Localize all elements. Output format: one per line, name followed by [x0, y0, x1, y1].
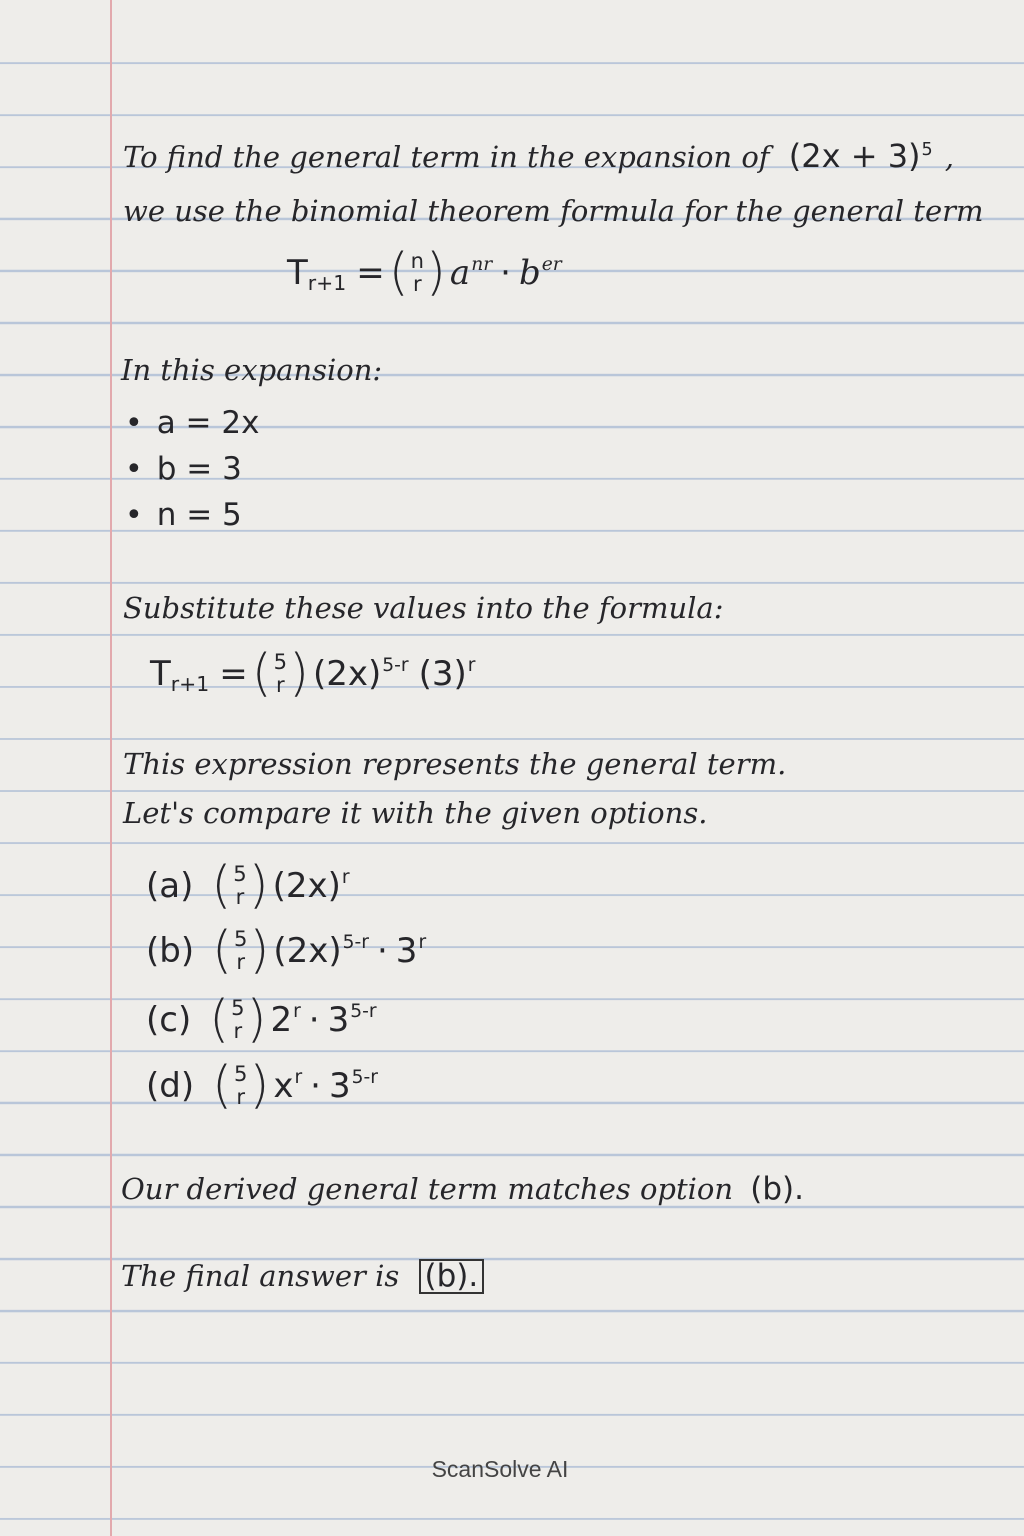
sub-formula-equals: = [219, 653, 248, 694]
final-answer-text: The final answer is [121, 1259, 400, 1293]
option-binom-bottom: r [235, 883, 245, 909]
option-label: (d) [146, 1065, 195, 1106]
intro-expression [789, 137, 933, 175]
formula-a-exponent: nr [471, 254, 493, 276]
option-label: (b) [146, 930, 195, 971]
sub-binom-bottom: r [276, 671, 285, 697]
formula-a: a [449, 252, 471, 293]
option-term-1-exponent: r [341, 867, 350, 889]
formula-T-subscript: r+1 [307, 270, 347, 295]
formula-T: T [287, 252, 308, 293]
option-binom-top: 5 [231, 995, 245, 1021]
option-label: (a) [146, 865, 194, 906]
expansion-item-n: • n = 5 [125, 497, 242, 533]
option-term-2 [327, 999, 377, 1040]
sub-term-2x [312, 653, 409, 694]
option-binomial: ( 5 r ) [209, 990, 267, 1049]
expansion-item-text: a = 2x [156, 405, 260, 441]
option-term-1 [273, 1065, 303, 1106]
conclusion-text: Our derived general term matches option [121, 1172, 734, 1206]
option-term-2-base: 3 [395, 930, 418, 971]
option-binomial: ( 5 r ) [212, 1056, 270, 1115]
brand-footer: ScanSolve AI [431, 1456, 569, 1482]
expansion-item-text: n = 5 [156, 497, 242, 533]
expansion-item-text: b = 3 [156, 451, 242, 487]
intro-text: To find the general term in the expansion of [123, 140, 770, 174]
sub-formula-T-subscript: r+1 [170, 671, 210, 696]
sub-term-2x-base: (2x) [312, 653, 382, 694]
sub-term-3-base: (3) [418, 653, 467, 694]
compare-line-1: This expression represents the general term. [123, 747, 787, 781]
formula-equals: = [356, 252, 385, 293]
formula-lhs [287, 252, 347, 295]
expansion-heading: In this expansion: [121, 353, 383, 387]
option-term-1-base: x [273, 1065, 294, 1106]
intro-expr-base: (2x + 3) [788, 137, 921, 175]
formula-binom-bottom: r [412, 270, 422, 296]
option-binom-bottom: r [236, 1083, 246, 1109]
option-b [146, 921, 427, 980]
option-term-1-exponent: r [294, 1067, 303, 1089]
sub-binom-top: 5 [273, 649, 288, 675]
sub-term-3-exponent: r [467, 655, 476, 677]
option-c [146, 990, 377, 1049]
notebook-margin-line [110, 0, 112, 1536]
final-answer-box: (b). [419, 1259, 485, 1294]
option-dot: · [310, 1065, 321, 1106]
final-answer-line [121, 1259, 484, 1294]
substitute-heading: Substitute these values into the formula: [123, 591, 724, 625]
substituted-formula [150, 644, 476, 703]
option-term-2-exponent: 5-r [350, 1001, 377, 1023]
compare-line-2: Let's compare it with the given options. [123, 796, 708, 830]
sub-formula-T: T [150, 653, 171, 694]
option-dot: · [308, 999, 320, 1040]
formula-b-term [518, 252, 562, 293]
option-term-1-base: (2x) [272, 865, 341, 906]
option-label: (c) [146, 999, 192, 1040]
general-term-formula [287, 243, 562, 302]
formula-b-exponent: er [541, 254, 562, 276]
formula-binom-top: n [410, 248, 424, 274]
option-d [146, 1056, 378, 1115]
option-term-1-base: (2x) [273, 930, 342, 971]
sub-formula-lhs [150, 653, 210, 696]
option-term-1 [270, 999, 301, 1040]
option-term-1 [273, 930, 369, 971]
option-term-2-base: 3 [327, 999, 350, 1040]
option-term-1-base: 2 [270, 999, 293, 1040]
intro-expr-exponent: 5 [921, 139, 933, 160]
option-binom-top: 5 [234, 1061, 248, 1087]
option-a [146, 856, 350, 915]
formula-b: b [518, 252, 541, 293]
option-term-1 [272, 865, 350, 906]
sub-term-2x-exponent: 5-r [382, 655, 409, 677]
conclusion-line [121, 1171, 804, 1207]
intro-line-2: we use the binomial theorem formula for the general term [123, 194, 984, 228]
conclusion-option: (b). [750, 1171, 804, 1207]
option-term-1-exponent: r [293, 1001, 301, 1023]
option-dot: · [376, 930, 388, 971]
option-term-2 [328, 1065, 378, 1106]
formula-dot: · [500, 252, 511, 293]
option-binom-top: 5 [233, 861, 247, 887]
option-term-2-base: 3 [328, 1065, 351, 1106]
sub-formula-binomial: ( 5 r ) [251, 644, 309, 703]
option-term-1-exponent: 5-r [342, 932, 369, 954]
option-binomial: ( 5 r ) [212, 921, 270, 980]
expansion-item-b: • b = 3 [125, 451, 242, 487]
option-term-2-exponent: r [418, 932, 427, 954]
intro-comma: , [944, 140, 954, 174]
intro-line-1 [123, 137, 954, 175]
formula-binomial: ( n r ) [388, 243, 446, 302]
formula-a-term [449, 252, 493, 293]
expansion-item-a: • a = 2x [125, 405, 260, 441]
option-binom-bottom: r [236, 948, 246, 974]
option-term-2 [395, 930, 427, 971]
option-binom-bottom: r [233, 1017, 243, 1043]
sub-term-3 [418, 653, 476, 694]
option-binomial: ( 5 r ) [211, 856, 269, 915]
option-term-2-exponent: 5-r [351, 1067, 378, 1089]
option-binom-top: 5 [234, 926, 248, 952]
